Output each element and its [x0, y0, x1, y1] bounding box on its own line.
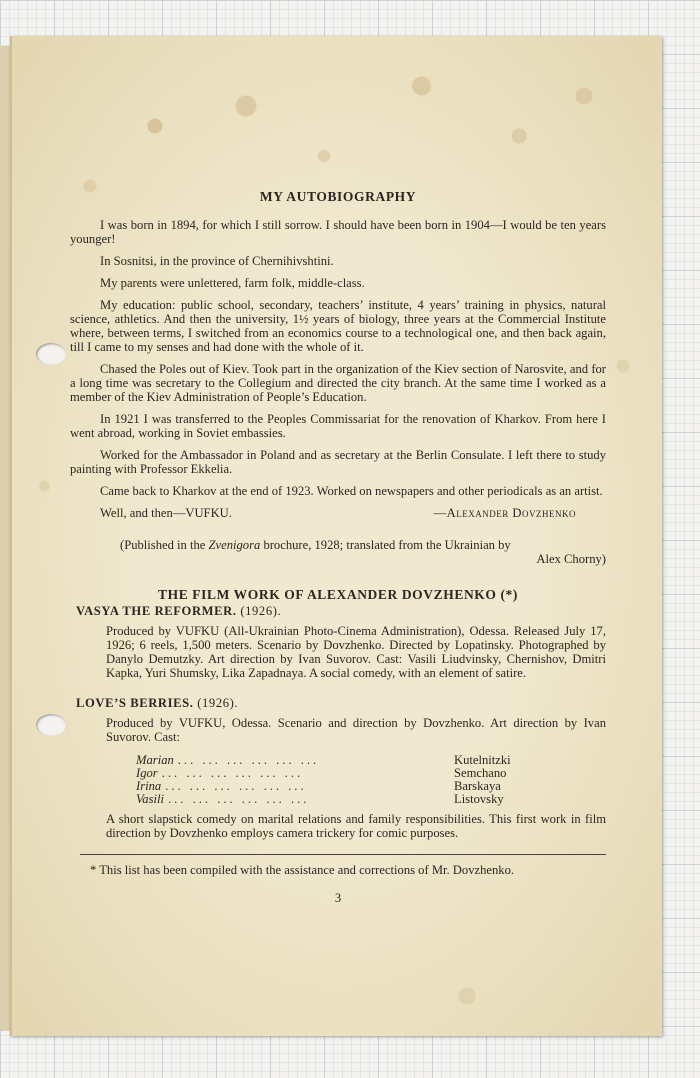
cast-list	[136, 754, 536, 806]
publication-note	[120, 538, 606, 566]
autobiography-title: MY AUTOBIOGRAPHY	[259, 189, 417, 204]
punch-hole-bottom	[36, 714, 66, 736]
autobiography-paragraph: In Sosnitsi, in the province of Chernihivshtini.	[100, 254, 334, 268]
closing-line	[70, 506, 606, 520]
translator-name: Alex Chorny)	[536, 552, 606, 566]
autobiography-paragraph: Worked for the Ambassador in Poland and as secretary at the Berlin Consulate. I left there to study painting with Professor Ekkelia.	[70, 448, 606, 476]
film-description: Produced by VUFKU (All-Ukrainian Photo-Cinema Administration), Odessa. Released July 17, 1926; 6 reels, 1,500 meters. Scenario by Dovzhenko. Directed by Lopatinsky. Photographed by Danylo Demutzky. Art direction by Ivan Suvorov. Cast: Vasili Liudvinsky, Chernishov, Dmitri Kapka, Yuri Shumsky, Lika Zapadnaya. A social comedy, with an element of satire.	[106, 624, 606, 680]
film-summary: A short slapstick comedy on marital relations and family responsibilities. This first work in film direction by Dovzhenko employs camera trickery for comic purposes.	[106, 812, 606, 840]
cast-actor: Listovsky	[454, 792, 504, 806]
autobiography-paragraph: My parents were unlettered, farm folk, middle-class.	[100, 276, 365, 290]
autobiography-paragraph: My education: public school, secondary, teachers’ institute, 4 years’ training in physics, natural science, athletics. And then the university, 1½ years of biology, three years at the Commercial Institute where, between terms, I switched from an economics course to a technological one, and then back again, till I came to my senses and had done with the whole of it.	[70, 298, 606, 354]
cast-leader-dots: ... ... ... ... ... ...	[168, 793, 310, 806]
punch-hole-top	[36, 343, 66, 365]
cast-leader-dots: ... ... ... ... ... ...	[165, 780, 307, 793]
publication-note-suffix: brochure, 1928; translated from the Ukrainian by	[260, 538, 511, 552]
autobiography-paragraph: In 1921 I was transferred to the Peoples Commissariat for the renovation of Kharkov. From here I went abroad, working in Soviet embassies.	[70, 412, 606, 440]
cast-role: Igor	[136, 766, 158, 780]
page-content	[70, 190, 606, 905]
publication-note-prefix: (Published in the	[120, 538, 209, 552]
cast-leader-dots: ... ... ... ... ... ...	[161, 767, 304, 780]
filmography-title: THE FILM WORK OF ALEXANDER DOVZHENKO (*)	[157, 587, 519, 602]
author-signature: —Alexander Dovzhenko	[433, 506, 576, 520]
autobiography-paragraph: Came back to Kharkov at the end of 1923. Worked on newspapers and other periodicals as an artist.	[100, 484, 603, 498]
cast-actor: Barskaya	[454, 779, 501, 793]
footnote: * This list has been compiled with the assistance and corrections of Mr. Dovzhenko.	[90, 863, 515, 877]
page-number: 3	[334, 891, 342, 905]
publication-note-work: Zvenigora	[208, 538, 261, 552]
cast-role: Vasili	[136, 792, 164, 806]
cast-role: Marian	[136, 753, 174, 767]
cast-actor: Kutelnitzki	[454, 753, 511, 767]
film-description: Produced by VUFKU, Odessa. Scenario and direction by Dovzhenko. Art direction by Ivan Suvorov. Cast:	[106, 716, 606, 744]
film-heading	[76, 604, 606, 618]
autobiography-paragraph: I was born in 1894, for which I still sorrow. I should have been born in 1904—I would be ten years younger!	[70, 218, 606, 246]
footnote-divider	[80, 854, 606, 855]
film-year: (1926).	[240, 604, 282, 618]
cast-leader-dots: ... ... ... ... ... ...	[177, 754, 320, 767]
film-heading	[76, 696, 606, 710]
cast-actor: Semchano	[454, 766, 507, 780]
cast-row	[136, 793, 536, 806]
film-title: VASYA THE REFORMER.	[76, 604, 237, 618]
film-title: LOVE’S BERRIES.	[76, 696, 194, 710]
cast-role: Irina	[136, 779, 162, 793]
autobiography-paragraph: Chased the Poles out of Kiev. Took part in the organization of the Kiev section of Narosvite, and for a long time was secretary to the Collegium and directed the city branch. At the same time I worked as a member of the Kiev Administration of People’s Education.	[70, 362, 606, 404]
closing-text: Well, and then—VUFKU.	[100, 506, 232, 520]
film-year: (1926).	[197, 696, 239, 710]
